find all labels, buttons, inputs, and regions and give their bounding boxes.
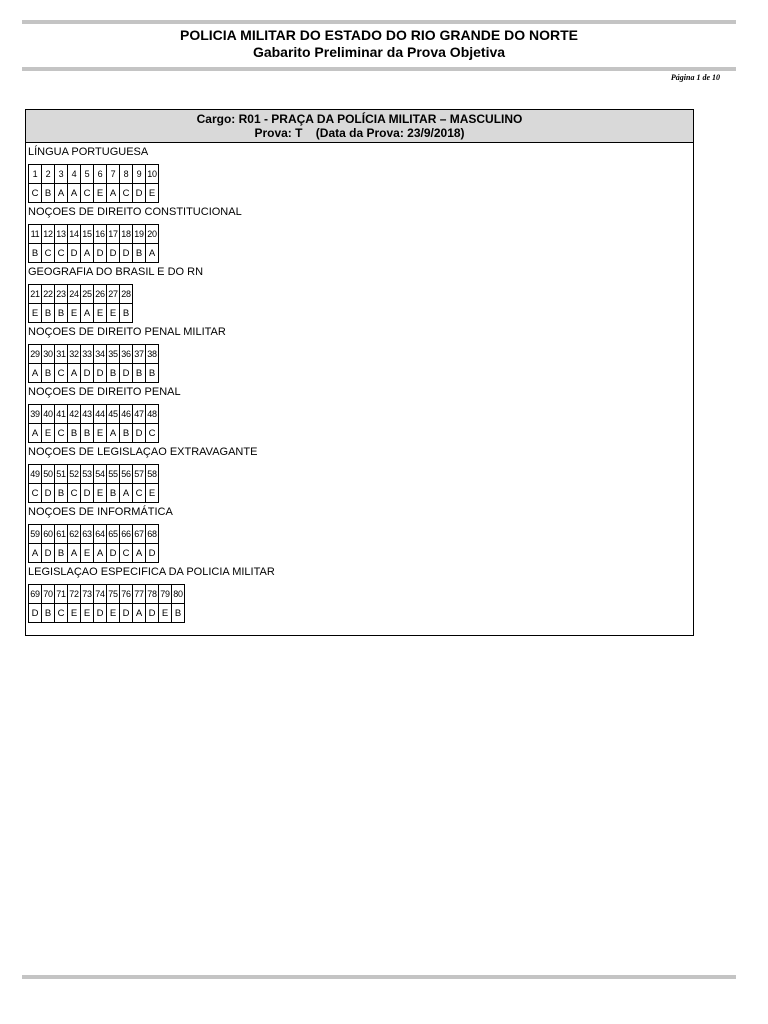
question-number: 28: [120, 285, 133, 304]
question-number: 3: [55, 165, 68, 184]
cargo-label: Cargo: R01 - PRAÇA DA POLÍCIA MILITAR – MASCULINO: [196, 112, 523, 126]
question-number: 48: [146, 405, 159, 424]
answer-key-box: [25, 109, 694, 636]
answer-cell: D: [107, 244, 120, 263]
question-number: 56: [120, 465, 133, 484]
question-number-row: [29, 165, 159, 184]
answer-cell: C: [81, 184, 94, 203]
subject-title: GEOGRAFIA DO BRASIL E DO RN: [28, 266, 204, 278]
question-number: 74: [94, 585, 107, 604]
answer-cell: C: [55, 604, 68, 623]
question-number: 63: [81, 525, 94, 544]
answer-cell: E: [81, 544, 94, 563]
subject-title: NOÇOES DE INFORMÁTICA: [28, 506, 173, 518]
question-number: 30: [42, 345, 55, 364]
prova-label: Prova: T (Data da Prova: 23/9/2018): [254, 126, 465, 140]
answer-cell: D: [94, 604, 107, 623]
question-number-row: [29, 225, 159, 244]
question-number: 77: [133, 585, 146, 604]
question-number: 1: [29, 165, 42, 184]
answer-cell: D: [120, 244, 133, 263]
answer-cell: B: [55, 544, 68, 563]
answer-cell: A: [146, 244, 159, 263]
answer-cell: A: [29, 424, 42, 443]
answer-cell: B: [42, 184, 55, 203]
question-number: 17: [107, 225, 120, 244]
answer-row: [29, 244, 159, 263]
question-number: 19: [133, 225, 146, 244]
question-number: 27: [107, 285, 120, 304]
question-number: 46: [120, 405, 133, 424]
answer-grid: [28, 284, 133, 323]
answer-row: [29, 184, 159, 203]
question-number: 72: [68, 585, 81, 604]
question-number: 70: [42, 585, 55, 604]
answer-cell: D: [29, 604, 42, 623]
question-number: 75: [107, 585, 120, 604]
answer-cell: C: [29, 184, 42, 203]
question-number: 78: [146, 585, 159, 604]
answer-cell: A: [29, 544, 42, 563]
question-number: 33: [81, 345, 94, 364]
question-number: 25: [81, 285, 94, 304]
answer-cell: D: [133, 424, 146, 443]
answer-row: [29, 604, 185, 623]
answer-cell: A: [133, 544, 146, 563]
subject-title: NOÇOES DE DIREITO PENAL: [28, 386, 181, 398]
question-number: 54: [94, 465, 107, 484]
subject-section: [26, 323, 693, 383]
question-number: 79: [159, 585, 172, 604]
page-subtitle: Gabarito Preliminar da Prova Objetiva: [252, 44, 506, 60]
question-number: 71: [55, 585, 68, 604]
answer-grid: [28, 584, 185, 623]
answer-cell: B: [107, 484, 120, 503]
question-number: 36: [120, 345, 133, 364]
answer-cell: B: [55, 304, 68, 323]
question-number: 76: [120, 585, 133, 604]
subject-section: [26, 383, 693, 443]
answer-cell: A: [68, 544, 81, 563]
answer-cell: B: [120, 304, 133, 323]
answer-cell: A: [68, 184, 81, 203]
answer-cell: E: [94, 424, 107, 443]
question-number: 4: [68, 165, 81, 184]
question-number: 61: [55, 525, 68, 544]
answer-cell: C: [120, 544, 133, 563]
top-rule: [22, 20, 736, 24]
question-number-row: [29, 285, 133, 304]
answer-grid: [28, 524, 159, 563]
question-number: 24: [68, 285, 81, 304]
question-number: 37: [133, 345, 146, 364]
answer-cell: E: [94, 184, 107, 203]
answer-row: [29, 424, 159, 443]
subject-section: [26, 143, 693, 203]
answer-cell: D: [81, 484, 94, 503]
question-number: 11: [29, 225, 42, 244]
answer-cell: E: [146, 184, 159, 203]
answer-cell: D: [146, 604, 159, 623]
question-number: 15: [81, 225, 94, 244]
answer-cell: B: [29, 244, 42, 263]
question-number: 67: [133, 525, 146, 544]
answer-cell: D: [94, 244, 107, 263]
answer-cell: D: [42, 544, 55, 563]
question-number: 2: [42, 165, 55, 184]
answer-cell: A: [107, 424, 120, 443]
question-number: 58: [146, 465, 159, 484]
answer-cell: E: [42, 424, 55, 443]
answer-cell: E: [68, 604, 81, 623]
answer-cell: E: [107, 604, 120, 623]
answer-cell: C: [55, 424, 68, 443]
answer-cell: C: [133, 484, 146, 503]
answer-cell: B: [55, 484, 68, 503]
answer-cell: A: [107, 184, 120, 203]
question-number: 57: [133, 465, 146, 484]
question-number-row: [29, 405, 159, 424]
answer-row: [29, 484, 159, 503]
subject-section: [26, 443, 693, 503]
question-number: 41: [55, 405, 68, 424]
answer-cell: B: [133, 244, 146, 263]
answer-row: [29, 364, 159, 383]
question-number: 31: [55, 345, 68, 364]
sections-container: [26, 143, 693, 623]
question-number: 13: [55, 225, 68, 244]
answer-cell: C: [55, 364, 68, 383]
question-number-row: [29, 465, 159, 484]
answer-grid: [28, 224, 159, 263]
answer-cell: E: [29, 304, 42, 323]
question-number: 10: [146, 165, 159, 184]
answer-cell: B: [120, 424, 133, 443]
answer-cell: A: [120, 484, 133, 503]
answer-cell: A: [68, 364, 81, 383]
subject-section: [26, 203, 693, 263]
answer-cell: A: [81, 244, 94, 263]
question-number: 45: [107, 405, 120, 424]
question-number: 80: [172, 585, 185, 604]
answer-cell: C: [146, 424, 159, 443]
answer-cell: B: [146, 364, 159, 383]
header-rule: [22, 67, 736, 71]
answer-grid: [28, 344, 159, 383]
answer-cell: A: [133, 604, 146, 623]
subject-title: NOÇOES DE DIREITO PENAL MILITAR: [28, 326, 226, 338]
answer-cell: E: [81, 604, 94, 623]
answer-cell: D: [107, 544, 120, 563]
question-number: 65: [107, 525, 120, 544]
question-number: 73: [81, 585, 94, 604]
question-number: 7: [107, 165, 120, 184]
answer-cell: A: [29, 364, 42, 383]
answer-cell: A: [55, 184, 68, 203]
answer-cell: C: [42, 244, 55, 263]
answer-grid: [28, 464, 159, 503]
answer-cell: C: [29, 484, 42, 503]
answer-cell: A: [81, 304, 94, 323]
answer-cell: E: [94, 484, 107, 503]
answer-cell: D: [120, 364, 133, 383]
question-number: 8: [120, 165, 133, 184]
answer-cell: B: [42, 364, 55, 383]
answer-cell: D: [133, 184, 146, 203]
subject-title: LEGISLAÇAO ESPECIFICA DA POLICIA MILITAR: [28, 566, 275, 578]
answer-cell: D: [94, 364, 107, 383]
answer-cell: E: [107, 304, 120, 323]
answer-cell: D: [42, 484, 55, 503]
subject-title: NOÇOES DE DIREITO CONSTITUCIONAL: [28, 206, 242, 218]
box-header: [26, 110, 693, 143]
question-number: 18: [120, 225, 133, 244]
question-number: 59: [29, 525, 42, 544]
question-number: 69: [29, 585, 42, 604]
question-number: 20: [146, 225, 159, 244]
answer-cell: C: [120, 184, 133, 203]
answer-cell: B: [68, 424, 81, 443]
subject-title: LÍNGUA PORTUGUESA: [28, 146, 149, 158]
question-number: 55: [107, 465, 120, 484]
question-number-row: [29, 525, 159, 544]
answer-cell: B: [81, 424, 94, 443]
question-number: 34: [94, 345, 107, 364]
answer-cell: B: [42, 304, 55, 323]
answer-cell: B: [107, 364, 120, 383]
answer-cell: B: [172, 604, 185, 623]
question-number: 62: [68, 525, 81, 544]
answer-row: [29, 544, 159, 563]
question-number: 35: [107, 345, 120, 364]
answer-cell: A: [94, 544, 107, 563]
question-number: 26: [94, 285, 107, 304]
question-number: 39: [29, 405, 42, 424]
question-number: 47: [133, 405, 146, 424]
question-number: 32: [68, 345, 81, 364]
answer-cell: E: [68, 304, 81, 323]
answer-cell: C: [55, 244, 68, 263]
question-number: 5: [81, 165, 94, 184]
answer-row: [29, 304, 133, 323]
answer-cell: B: [42, 604, 55, 623]
question-number: 29: [29, 345, 42, 364]
question-number: 43: [81, 405, 94, 424]
answer-cell: B: [133, 364, 146, 383]
question-number: 42: [68, 405, 81, 424]
answer-cell: E: [94, 304, 107, 323]
question-number: 21: [29, 285, 42, 304]
subject-title: NOÇOES DE LEGISLAÇAO EXTRAVAGANTE: [28, 446, 258, 458]
question-number-row: [29, 345, 159, 364]
answer-grid: [28, 404, 159, 443]
answer-cell: D: [68, 244, 81, 263]
answer-cell: E: [159, 604, 172, 623]
question-number: 16: [94, 225, 107, 244]
question-number: 14: [68, 225, 81, 244]
question-number-row: [29, 585, 185, 604]
question-number: 40: [42, 405, 55, 424]
question-number: 52: [68, 465, 81, 484]
question-number: 53: [81, 465, 94, 484]
question-number: 64: [94, 525, 107, 544]
question-number: 12: [42, 225, 55, 244]
page-number: Página 1 de 10: [670, 73, 720, 82]
answer-cell: C: [68, 484, 81, 503]
answer-cell: D: [81, 364, 94, 383]
subject-section: [26, 503, 693, 563]
question-number: 60: [42, 525, 55, 544]
question-number: 6: [94, 165, 107, 184]
answer-grid: [28, 164, 159, 203]
question-number: 44: [94, 405, 107, 424]
question-number: 66: [120, 525, 133, 544]
subject-section: [26, 263, 693, 323]
question-number: 68: [146, 525, 159, 544]
question-number: 23: [55, 285, 68, 304]
question-number: 50: [42, 465, 55, 484]
question-number: 22: [42, 285, 55, 304]
subject-section: [26, 563, 693, 623]
answer-cell: E: [146, 484, 159, 503]
question-number: 9: [133, 165, 146, 184]
question-number: 51: [55, 465, 68, 484]
answer-cell: D: [120, 604, 133, 623]
question-number: 38: [146, 345, 159, 364]
page-title: POLICIA MILITAR DO ESTADO DO RIO GRANDE DO NORTE: [180, 27, 578, 43]
answer-cell: D: [146, 544, 159, 563]
question-number: 49: [29, 465, 42, 484]
bottom-rule: [22, 975, 736, 979]
